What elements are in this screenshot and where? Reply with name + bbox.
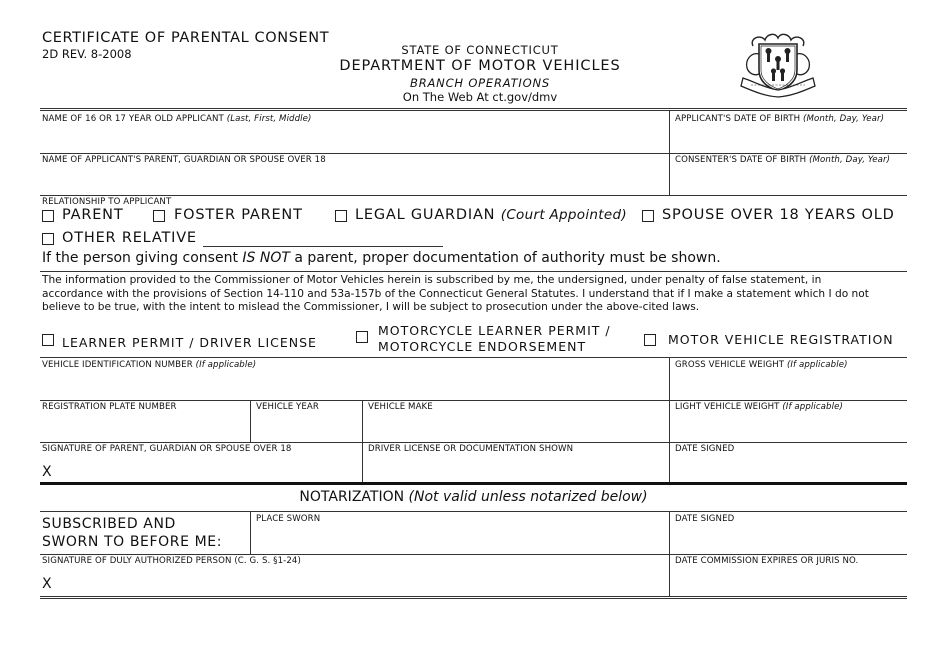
notarization-note: (Not valid unless notarized below) xyxy=(408,489,648,505)
commission-expires-field[interactable] xyxy=(675,556,858,566)
license-shown-label: DRIVER LICENSE OR DOCUMENTATION SHOWN xyxy=(368,444,574,454)
state-name: STATE OF CONNECTICUT xyxy=(401,43,559,57)
commission-expires-label: DATE COMMISSION EXPIRES OR JURIS NO. xyxy=(675,556,859,566)
applicant-dob-label: APPLICANT'S DATE OF BIRTH xyxy=(675,114,801,124)
relationship-label: RELATIONSHIP TO APPLICANT xyxy=(42,197,172,207)
form-title: CERTIFICATE OF PARENTAL CONSENT xyxy=(42,30,330,46)
rule xyxy=(40,400,907,401)
gross-weight-field[interactable] xyxy=(675,360,848,370)
consenter-dob-field[interactable] xyxy=(675,155,890,165)
divider xyxy=(669,357,670,482)
learner-permit-checkbox[interactable] xyxy=(42,334,54,346)
statement-line: accordance with the provisions of Section 14-110 and 53a-157b of the Connecticut General Statutes. I understand that if I make a statement which I do not xyxy=(42,287,869,300)
form-number: 2D REV. 8-2008 xyxy=(42,47,132,61)
consenter-dob-hint: (Month, Day, Year) xyxy=(809,155,891,165)
applicant-dob-field[interactable] xyxy=(675,114,884,124)
consenter-dob-label: CONSENTER'S DATE OF BIRTH xyxy=(675,155,807,165)
sworn-statement xyxy=(42,515,222,551)
plate-number-label: REGISTRATION PLATE NUMBER xyxy=(42,402,177,412)
applicant-name-label: NAME OF 16 OR 17 YEAR OLD APPLICANT xyxy=(42,114,224,124)
sworn-line: SUBSCRIBED AND xyxy=(42,516,176,532)
rule xyxy=(40,153,907,154)
legal-guardian-note: (Court Appointed) xyxy=(500,207,627,223)
notarization-title: NOTARIZATION xyxy=(299,489,405,505)
plate-number-field[interactable] xyxy=(42,402,177,412)
authority-notice xyxy=(42,250,721,266)
authorized-signature-label: SIGNATURE OF DULY AUTHORIZED PERSON (C. G. S. §1-24) xyxy=(42,556,301,566)
light-weight-field[interactable] xyxy=(675,402,843,412)
license-shown-field[interactable] xyxy=(368,444,573,454)
spouse-checkbox[interactable] xyxy=(642,210,654,222)
motorcycle-option-line2: MOTORCYCLE ENDORSEMENT xyxy=(378,339,587,354)
light-weight-label: LIGHT VEHICLE WEIGHT xyxy=(675,402,780,412)
gross-weight-hint: (If applicable) xyxy=(786,360,848,370)
rule xyxy=(40,511,907,512)
legal-guardian-option-label: LEGAL GUARDIAN xyxy=(355,207,496,223)
parent-name-field[interactable] xyxy=(42,155,326,165)
vin-field[interactable] xyxy=(42,360,256,370)
statement-line: The information provided to the Commissioner of Motor Vehicles herein is subscribed by me, the undersigned, under penalty of false statement, in xyxy=(42,274,822,286)
notice-emphasis: IS NOT xyxy=(242,250,290,266)
notary-date-signed-label: DATE SIGNED xyxy=(675,514,735,524)
vehicle-year-field[interactable] xyxy=(256,402,319,412)
legal-guardian-checkbox[interactable] xyxy=(335,210,347,222)
light-weight-hint: (If applicable) xyxy=(782,402,843,412)
rule xyxy=(40,554,907,555)
applicant-name-field[interactable] xyxy=(42,114,312,124)
foster-parent-checkbox[interactable] xyxy=(153,210,165,222)
top-rule xyxy=(40,108,907,111)
applicant-name-hint: (Last, First, Middle) xyxy=(226,114,312,124)
date-signed-label: DATE SIGNED xyxy=(675,444,735,454)
rule xyxy=(40,482,907,485)
vin-label: VEHICLE IDENTIFICATION NUMBER xyxy=(42,360,193,370)
parent-option-label: PARENT xyxy=(62,207,124,223)
vin-hint: (If applicable) xyxy=(195,360,257,370)
state-seal-icon xyxy=(737,30,819,100)
divider xyxy=(250,511,251,554)
vehicle-make-field[interactable] xyxy=(368,402,433,412)
parent-name-label: NAME OF APPLICANT'S PARENT, GUARDIAN OR SPOUSE OVER 18 xyxy=(42,155,326,165)
vehicle-make-label: VEHICLE MAKE xyxy=(368,402,433,412)
legal-statement xyxy=(42,274,904,315)
divider xyxy=(250,400,251,442)
place-sworn-field[interactable] xyxy=(256,514,320,524)
rule xyxy=(40,195,907,196)
sworn-line: SWORN TO BEFORE ME: xyxy=(42,534,223,550)
learner-permit-option-label: LEARNER PERMIT / DRIVER LICENSE xyxy=(62,335,317,350)
registration-option-label: MOTOR VEHICLE REGISTRATION xyxy=(668,332,894,347)
parent-checkbox[interactable] xyxy=(42,210,54,222)
rule xyxy=(40,442,907,443)
registration-checkbox[interactable] xyxy=(644,334,656,346)
date-signed-field[interactable] xyxy=(675,444,734,454)
parent-signature-field[interactable] xyxy=(42,444,291,454)
divider xyxy=(669,511,670,596)
divider xyxy=(362,400,363,482)
spouse-option-label: SPOUSE OVER 18 YEARS OLD xyxy=(662,207,895,223)
rule xyxy=(40,357,907,358)
rule xyxy=(40,271,907,272)
motorcycle-option-line1: MOTORCYCLE LEARNER PERMIT / xyxy=(378,323,611,338)
other-relative-option-label: OTHER RELATIVE xyxy=(62,230,197,246)
notary-date-signed-field[interactable] xyxy=(675,514,734,524)
web-address: On The Web At ct.gov/dmv xyxy=(402,90,558,104)
divider xyxy=(669,110,670,195)
notarization-heading xyxy=(40,489,907,505)
authorized-signature-field[interactable] xyxy=(42,556,301,566)
legal-guardian-option xyxy=(355,207,627,223)
bottom-rule xyxy=(40,596,907,599)
branch-name: BRANCH OPERATIONS xyxy=(410,76,550,90)
signature-x-mark: X xyxy=(42,464,52,480)
notice-post: a parent, proper documentation of authority must be shown. xyxy=(294,250,721,266)
other-relative-checkbox[interactable] xyxy=(42,233,54,245)
parent-signature-label: SIGNATURE OF PARENT, GUARDIAN OR SPOUSE OVER 18 xyxy=(42,444,292,454)
vehicle-year-label: VEHICLE YEAR xyxy=(256,402,319,412)
applicant-dob-hint: (Month, Day, Year) xyxy=(803,114,885,124)
department-name: DEPARTMENT OF MOTOR VEHICLES xyxy=(339,58,621,74)
statement-line: believe to be true, with the intent to mislead the Commissioner, I will be subject to prosecution under the above-cited laws. xyxy=(42,301,700,313)
foster-parent-option-label: FOSTER PARENT xyxy=(174,207,303,223)
other-relative-input-line[interactable] xyxy=(203,246,443,247)
motorcycle-checkbox[interactable] xyxy=(356,331,368,343)
authorized-x-mark: X xyxy=(42,576,52,592)
place-sworn-label: PLACE SWORN xyxy=(256,514,321,524)
notice-pre: If the person giving consent xyxy=(42,250,238,266)
gross-weight-label: GROSS VEHICLE WEIGHT xyxy=(675,360,785,370)
motorcycle-option xyxy=(378,323,611,355)
